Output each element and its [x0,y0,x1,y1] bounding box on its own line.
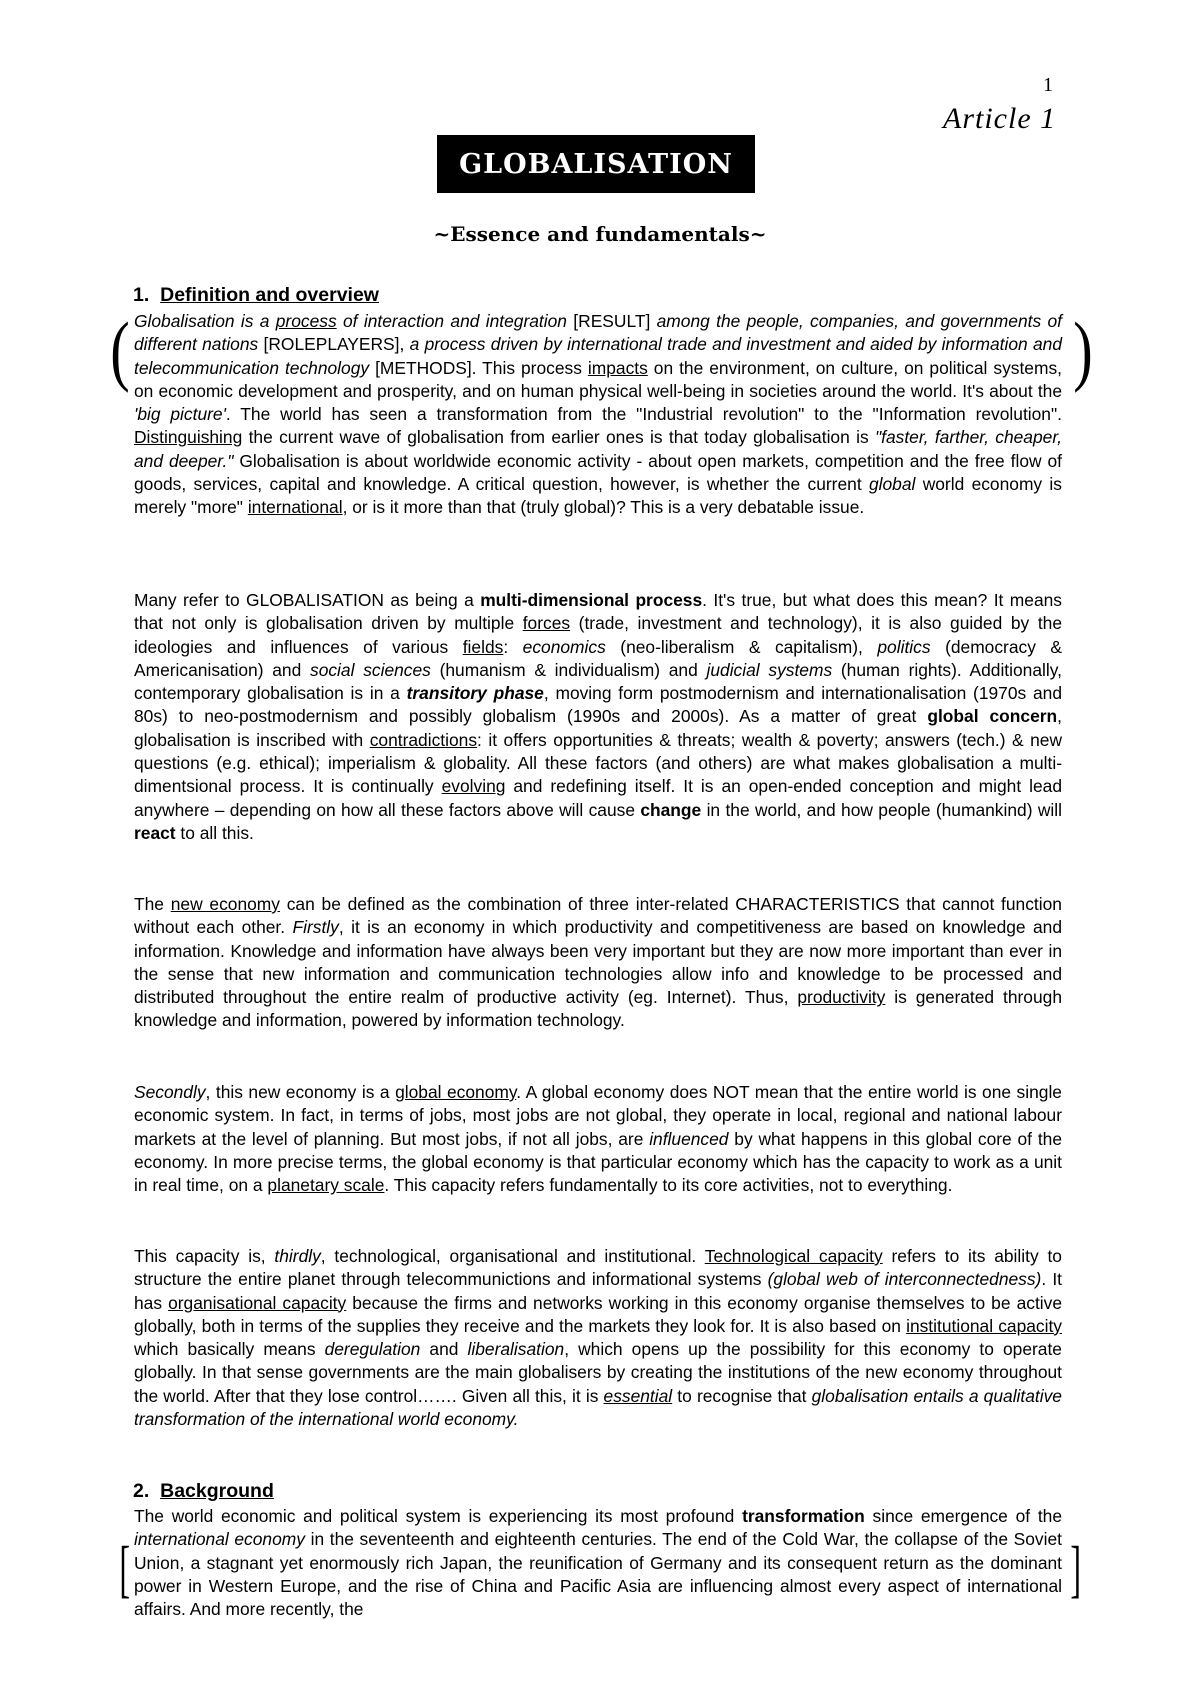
left-brace-icon: [ [119,1533,130,1604]
page-number: 1 [1043,74,1053,96]
section-title: Definition and overview [160,284,379,306]
section-heading-definition [133,284,379,307]
right-bracket-icon: ) [1073,306,1093,393]
paragraph-new-economy: The new economy can be defined as the combination of three inter-related CHARACTERISTICS that cannot function without each other. Firstly, it is an economy in which productivity and competitiveness are based on knowledge and information. Knowledge and information have always been very important but they are now more important than ever in the sense that new information and communication technologies allow info and knowledge to be processed and distributed throughout the entire realm of productive activity (eg. Internet). Thus, productivity is generated through knowledge and information, powered by information technology. [134,894,1062,1031]
right-brace-icon: ] [1070,1533,1081,1604]
section-title: Background [160,1480,274,1502]
paragraph-capacity: This capacity is, thirdly, technological, organisational and institutional. Technological capacity refers to its ability to structure the entire planet through telecommunictions and informational systems (global web of interconnectedness). It has organisational capacity because the firms and networks working in this economy organise themselves to be active globally, both in terms of the supplies they receive and the markets they look for. It is also based on institutional capacity which basically means deregulation and liberalisation, which opens up the possibility for this economy to operate globally. In that sense governments are the main globalisers by creating the institutions of the new economy throughout the world. After that they lose control……. Given all this, it is essential to recognise that globalisation entails a qualitative transformation of the international world economy. [134,1246,1063,1430]
article-label: Article 1 [943,102,1057,135]
paragraph-global-economy: Secondly, this new economy is a global economy. A global economy does NOT mean that the entire world is one single economic system. In fact, in terms of jobs, most jobs are not global, they operate in local, regional and national labour markets at the level of planning. But most jobs, if not all jobs, are influenced by what happens in this global core of the economy. In more precise terms, the global economy is that particular economy which has the capacity to work as a unit in real time, on a planetary scale. This capacity refers fundamentally to its core activities, not to everything. [134,1082,1062,1196]
section-number: 2. [133,1480,150,1502]
page-title: GLOBALISATION [437,135,755,193]
page-subtitle: ~Essence and fundamentals~ [433,222,767,246]
section-number: 1. [133,284,150,306]
paragraph-background: The world economic and political system is experiencing its most profound transformation since emergence of the international economy in the seventeenth and eighteenth centuries. The end of the Cold War, the collapse of the Soviet Union, a stagnant yet enormously rich Japan, the reunification of Germany and its consequent return as the dominant power in Western Europe, and the rise of China and Pacific Asia are influencing almost every aspect of international affairs. And more recently, the [134,1506,1063,1620]
section-heading-background [133,1480,274,1503]
left-bracket-icon: ( [110,306,130,393]
paragraph-multidimensional: Many refer to GLOBALISATION as being a multi-dimensional process. It's true, but what does this mean? It means that not only is globalisation driven by multiple forces (trade, investment and technology), it is also guided by the ideologies and influences of various fields: economics (neo-liberalism & capitalism), politics (democracy & Americanisation) and social sciences (humanism & individualism) and judicial systems (human rights). Additionally, contemporary globalisation is in a transitory phase, moving form postmodernism and internationalisation (1970s and 80s) to neo-postmodernism and possibly globalism (1990s and 2000s). As a matter of great global concern, globalisation is inscribed with contradictions: it offers opportunities & threats; wealth & poverty; answers (tech.) & new questions (e.g. ethical); imperialism & globality. All these factors (and others) are what makes globalisation a multi-dimentsional process. It is continually evolving and redefining itself. It is an open-ended conception and might lead anywhere – depending on how all these factors above will cause change in the world, and how people (humankind) will react to all this. [134,590,1063,843]
paragraph-definition: Globalisation is a process of interaction and integration [RESULT] among the people, companies, and governments of different nations [ROLEPLAYERS], a process driven by international trade and investment and aided by information and telecommunication technology [METHODS]. This process impacts on the environment, on culture, on political systems, on economic development and prosperity, and on human physical well-being in societies around the world. It's about the 'big picture'. The world has seen a transformation from the "Industrial revolution" to the "Information revolution". Distinguishing the current wave of globalisation from earlier ones is that today globalisation is "faster, farther, cheaper, and deeper." Globalisation is about worldwide economic activity - about open markets, competition and the free flow of goods, services, capital and knowledge. A critical question, however, is whether the current global world economy is merely "more" international, or is it more than that (truly global)? This is a very debatable issue. [134,311,1062,518]
